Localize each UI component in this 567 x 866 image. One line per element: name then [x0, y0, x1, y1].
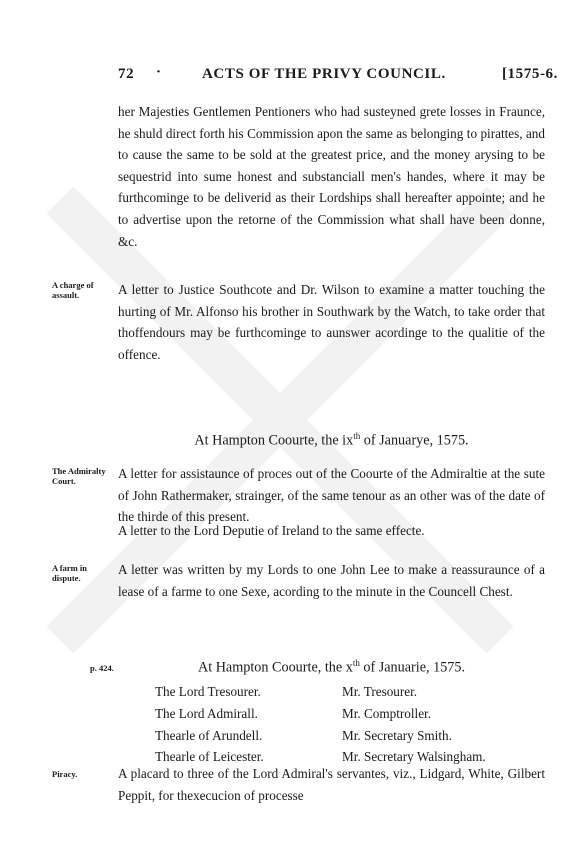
session-heading-x: At Hampton Coourte, the $x^{th}$ of Januarie, 1575.: [197, 658, 466, 676]
attendee: Thearle of Leicester.: [155, 749, 264, 765]
page-header: [118, 66, 558, 88]
attendee: Mr. Tresourer.: [342, 684, 418, 699]
margin-note-admiralty: The Admiralty Court.: [52, 466, 106, 486]
session-heading-ix: At Hampton Coourte, the $ix^{th}$ of Januarye, 1575.: [194, 431, 469, 449]
attendee: Thearle of Arundell.: [155, 727, 263, 743]
margin-note-farm: A farm in dispute.: [52, 563, 87, 583]
margin-note-charge: A charge of assault.: [52, 280, 94, 300]
paragraph-deputie-letter: A letter to the Lord Deputie of Ireland to the same effecte.: [118, 523, 425, 538]
paragraph-admiralty-letter: A letter for assistaunce of proces out of the Coourte of the Admiraltie at the sute of John Rathermaker, strainger, of the same tenour as an other was of the date of the thirde of this present.: [118, 466, 545, 525]
paragraph-placard: A placard to three of the Lord Admiral's servantes, viz., Lidgard, White, Gilbert Peppit, for thexecucion of processe: [118, 766, 545, 803]
paragraph-southcote-letter: A letter to Justice Southcote and Dr. Wilson to examine a matter touching the hurting of Mr. Alfonso his brother in Southwark by the Watch, to take order that thoffendours may be furthcominge to aunswer acordinge to the qualitie of the offence.: [118, 282, 545, 362]
attendee: Mr. Secretary Smith.: [342, 727, 452, 743]
running-title: ACTS OF THE PRIVY COUNCIL.: [202, 66, 446, 82]
margin-page-reference: p. 424.: [90, 663, 114, 673]
margin-note-piracy: Piracy.: [52, 769, 78, 779]
running-year: [1575-6.: [501, 66, 558, 82]
attendee: The Lord Tresourer.: [155, 684, 261, 699]
attendee: Mr. Comptroller.: [342, 705, 432, 721]
header-dot: ·: [156, 64, 162, 80]
attendance-list-left: [155, 681, 264, 768]
attendee: The Lord Admirall.: [155, 705, 258, 721]
attendance-list-right: [342, 681, 486, 768]
page-number: 72: [118, 66, 135, 82]
paragraph-continuation: her Majesties Gentlemen Pentioners who had susteyned grete losses in Fraunce, he shuld direct forth his Commission apon the same as belonging to pirattes, and to cause the same to be sold at the greatest price, and the money arysing to be sequestrid into sume honest and substanciall men's handes, where it may be furthcominge to be deliverid as their Lordships shall hereafter appointe; and he to advertise upon the retorne of the Commission what shall have been donne, &c.: [118, 104, 545, 249]
attendee: Mr. Secretary Walsingham.: [342, 749, 486, 765]
paragraph-john-lee-letter: A letter was written by my Lords to one John Lee to make a reassuraunce of a lease of a farme to one Sexe, acording to the minute in the Councell Chest.: [118, 562, 545, 599]
